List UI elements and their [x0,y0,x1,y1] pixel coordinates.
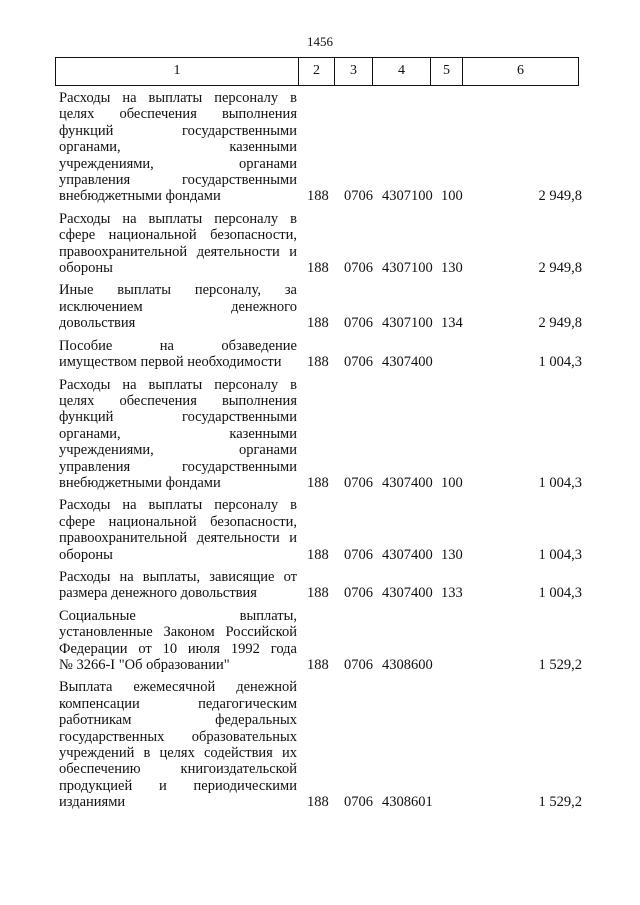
description-line: изданиями [59,794,126,811]
description-line: внебюджетными фондами [59,188,221,205]
description-line: № 3266-I "Об образовании" [59,657,230,673]
description-line: Социальные выплаты, [59,607,297,624]
row-description [59,90,297,205]
table-row [0,569,640,602]
section-code-cell: 0706 [344,188,373,205]
admin-code-cell: 188 [307,657,329,673]
amount-cell: 1 004,3 [538,354,582,371]
description-line: управления государственными [59,172,297,189]
table-row [0,679,640,810]
amount-cell: 2 949,8 [538,260,582,277]
description-line: органами, казенными [59,139,297,156]
amount-cell: 1 529,2 [538,657,582,673]
column-header-6: 6 [463,58,579,86]
table-row [0,377,640,492]
description-line: Иные выплаты персоналу, за [59,282,297,299]
row-description [59,497,297,563]
admin-code-cell: 188 [307,315,329,332]
description-line: Расходы на выплаты персоналу в [59,90,297,106]
amount-cell: 2 949,8 [538,315,582,332]
description-line: работникам федеральных [59,712,297,729]
section-code-cell: 0706 [344,260,373,277]
target-article-cell: 4307400 [382,585,433,602]
section-code-cell: 0706 [344,657,373,673]
description-line: обороны [59,260,113,277]
description-line: государственных образовательных [59,728,297,745]
row-description [59,282,297,331]
description-line: имуществом первой необходимости [59,354,282,371]
description-line: правоохранительной деятельности и [59,243,297,260]
table-row [0,282,640,331]
expense-type-cell: 100 [441,474,463,491]
description-line: Федерации от 10 июля 1992 года [59,640,297,657]
description-line: сфере национальной безопасности, [59,227,297,244]
row-description [59,211,297,277]
budget-rows [0,90,640,817]
admin-code-cell: 188 [307,188,329,205]
target-article-cell: 4307100 [382,260,433,277]
description-line: размера денежного довольствия [59,585,257,602]
table-row [0,211,640,277]
description-line: установленные Законом Российской [59,624,297,641]
description-line: сфере национальной безопасности, [59,513,297,530]
section-code-cell: 0706 [344,354,373,371]
description-line: Расходы на выплаты, зависящие от [59,568,297,585]
description-line: компенсации педагогическим [59,695,297,712]
description-line: обеспечению книгоиздательской [59,761,297,778]
description-line: исключением денежного [59,298,297,315]
description-line: внебюджетными фондами [59,474,221,491]
row-description [59,338,297,371]
description-line: довольствия [59,315,136,332]
section-code-cell: 0706 [344,474,373,491]
description-line: учреждениями, органами [59,155,297,172]
amount-cell: 2 949,8 [538,188,582,205]
admin-code-cell: 188 [307,794,329,811]
table-row [0,497,640,563]
admin-code-cell: 188 [307,354,329,371]
target-article-cell: 4308601 [382,794,433,811]
amount-cell: 1 004,3 [538,474,582,491]
column-header-3: 3 [335,58,373,86]
description-line: Выплата ежемесячной денежной [59,679,297,696]
description-line: учреждениями, органами [59,442,297,459]
column-header-row [56,58,579,86]
description-line: целях обеспечения выполнения [59,106,297,123]
row-description [59,377,297,492]
section-code-cell: 0706 [344,315,373,332]
table-row [0,608,640,674]
admin-code-cell: 188 [307,474,329,491]
target-article-cell: 4307400 [382,546,433,563]
page-number: 1456 [307,34,333,49]
description-line: функций государственными [59,409,297,426]
expense-type-cell: 130 [441,546,463,563]
expense-type-cell: 130 [441,260,463,277]
table-row [0,90,640,205]
description-line: целях обеспечения выполнения [59,392,297,409]
expense-type-cell: 100 [441,188,463,205]
expense-type-cell: 133 [441,585,463,602]
description-line: Расходы на выплаты персоналу в [59,210,297,227]
description-line: Пособие на обзаведение [59,337,297,354]
amount-cell: 1 529,2 [538,794,582,811]
target-article-cell: 4307400 [382,474,433,491]
column-header-1: 1 [56,58,299,86]
description-line: обороны [59,546,113,563]
description-line: функций государственными [59,122,297,139]
expense-type-cell: 134 [441,315,463,332]
target-article-cell: 4307100 [382,315,433,332]
description-line: правоохранительной деятельности и [59,530,297,547]
target-article-cell: 4308600 [382,657,433,673]
admin-code-cell: 188 [307,260,329,277]
column-header-5: 5 [431,58,463,86]
description-line: Расходы на выплаты персоналу в [59,376,297,393]
amount-cell: 1 004,3 [538,585,582,602]
section-code-cell: 0706 [344,585,373,602]
row-description [59,608,297,674]
description-line: органами, казенными [59,425,297,442]
table-row [0,338,640,371]
description-line: учреждений в целях содействия их [59,745,297,762]
section-code-cell: 0706 [344,794,373,811]
column-header-table [55,57,579,86]
column-header-2: 2 [299,58,335,86]
amount-cell: 1 004,3 [538,546,582,563]
target-article-cell: 4307400 [382,354,433,371]
admin-code-cell: 188 [307,585,329,602]
row-description [59,679,297,810]
description-line: Расходы на выплаты персоналу в [59,497,297,514]
description-line: управления государственными [59,458,297,475]
section-code-cell: 0706 [344,546,373,563]
column-header-4: 4 [373,58,431,86]
admin-code-cell: 188 [307,546,329,563]
row-description [59,569,297,602]
target-article-cell: 4307100 [382,188,433,205]
description-line: продукцией и периодическими [59,777,297,794]
